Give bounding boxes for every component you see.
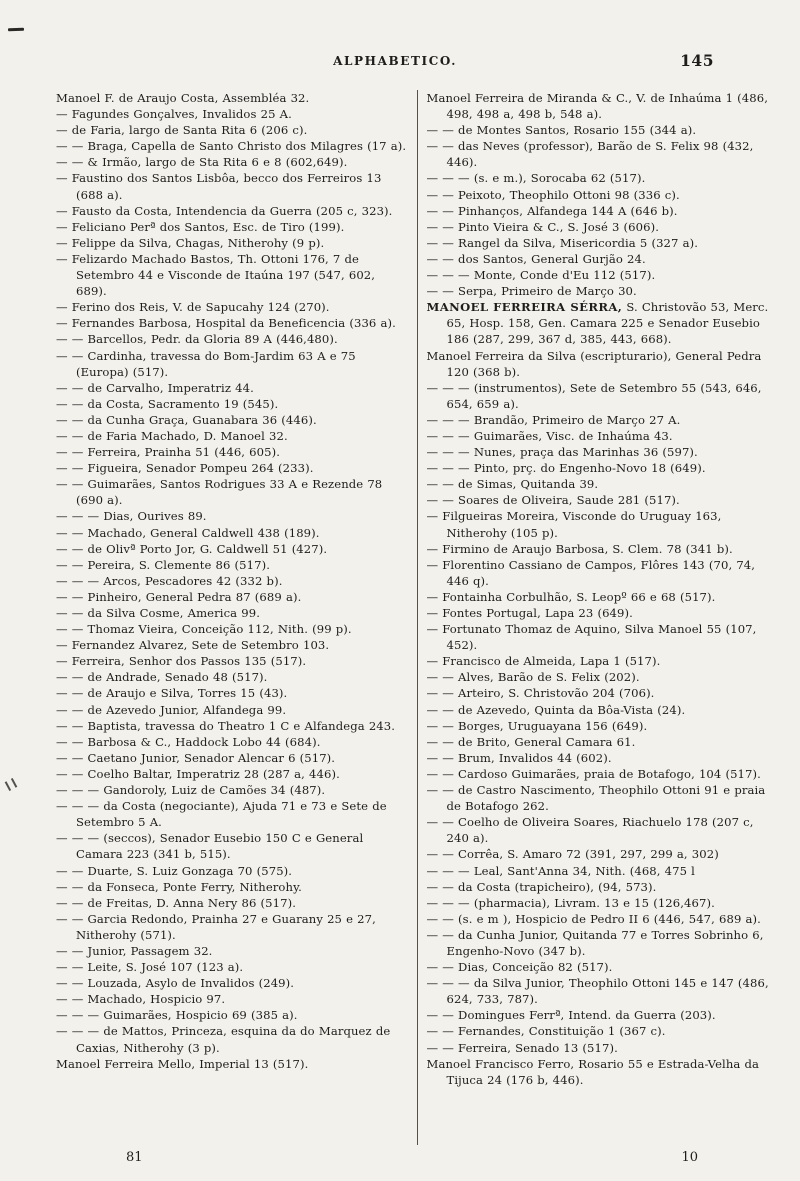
directory-entry: — — de Faria Machado, D. Manoel 32. [56,428,288,443]
directory-entry: — — Baptista, travessa do Theatro 1 C e Alfandega 243. [56,718,396,733]
directory-entry: — — — Gandoroly, Luiz de Camões 34 (487). [56,783,326,798]
directory-entry: — — de Azevedo Junior, Alfandega 99. [56,702,287,717]
directory-entry: — — de Freitas, D. Anna Nery 86 (517). [56,895,297,910]
directory-entry: — Felippe da Silva, Chagas, Nitherohy (9 p). [56,235,325,250]
directory-entry: Manoel Ferreira Mello, Imperial 13 (517). [56,1056,309,1071]
directory-entry: — — de Castro Nascimento, Theophilo Ottoni 91 e praia de Botafogo 262. [426,783,766,814]
directory-entry: — — Braga, Capella de Santo Christo dos Milagres (17 a). [56,139,407,154]
directory-entry: — — Borges, Uruguayana 156 (649). [426,718,648,733]
directory-entry: — — de Montes Santos, Rosario 155 (344 a). [426,123,697,138]
directory-entry: — — da Costa, Sacramento 19 (545). [56,396,279,411]
directory-entry: — — — (instrumentos), Sete de Setembro 55 (543, 646, 654, 659 a). [426,380,762,411]
directory-entry: — — — (pharmacia), Livram. 13 e 15 (126,467). [426,895,715,910]
directory-entry: — — da Cunha Junior, Quitanda 77 e Torres Sobrinho 6, Engenho-Novo (347 b). [426,927,764,958]
directory-entry: — — Serpa, Primeiro de Março 30. [426,284,637,299]
directory-entry: — — de Simas, Quitanda 39. [426,477,599,492]
directory-entry: — Fontainha Corbulhão, S. Leopº 66 e 68 (517). [426,589,716,604]
directory-entry: — — Dias, Conceição 82 (517). [426,960,613,975]
directory-entry: — — — Arcos, Pescadores 42 (332 b). [56,573,283,588]
directory-entry: — — de Andrade, Senado 48 (517). [56,670,268,685]
directory-entry: — — — (s. e m.), Sorocaba 62 (517). [426,171,646,186]
directory-entry: Manoel Ferreira de Miranda & C., V. de Inhaúma 1 (486, 498, 498 a, 498 b, 548 a). [426,91,769,122]
directory-entry: — Filgueiras Moreira, Visconde do Uruguay 163, Nitherohy (105 p). [426,509,722,540]
directory-entry: — Feliciano Perª dos Santos, Esc. de Tiro (199). [56,219,345,234]
page-footer [0,1150,800,1168]
signature-number-left: 81 [126,1150,143,1165]
scan-artifact-mark [5,778,18,791]
directory-entry: — Fernandes Barbosa, Hospital da Beneficencia (336 a). [56,316,396,331]
directory-entry: — — de Araujo e Silva, Torres 15 (43). [56,686,288,701]
directory-entry: — — Caetano Junior, Senador Alencar 6 (517). [56,750,336,765]
directory-entry: — — Barbosa & C., Haddock Lobo 44 (684). [56,734,321,749]
signature-number-right: 10 [681,1150,698,1165]
directory-entry: Manoel F. de Araujo Costa, Assembléa 32. [56,91,310,105]
directory-entry: — Fontes Portugal, Lapa 23 (649). [426,606,633,620]
directory-entry: — — Pinheiro, General Pedra 87 (689 a). [56,589,302,604]
directory-entry: — — — Brandão, Primeiro de Março 27 A. [426,412,681,427]
directory-entry: — Florentino Cassiano de Campos, Flôres 143 (70, 74, 446 q). [426,557,756,588]
directory-entry: — — & Irmão, largo de Sta Rita 6 e 8 (602,649). [56,155,348,170]
directory-entry: — — Thomaz Vieira, Conceição 112, Nith. (99 p). [56,622,352,637]
directory-entry: — — da Cunha Graça, Guanabara 36 (446). [56,412,317,427]
directory-entry: — — Cardinha, travessa do Bom-Jardim 63 A e 75 (Europa) (517). [56,348,356,379]
directory-entry: — — — Pinto, prç. do Engenho-Novo 18 (649). [426,461,706,476]
running-head: ALPHABETICO. [333,54,458,68]
directory-entry: — — Peixoto, Theophilo Ottoni 98 (336 c). [426,187,680,202]
directory-entry: — — da Fonseca, Ponte Ferry, Nitherohy. [56,879,302,894]
directory-entry: — — — Monte, Conde d'Eu 112 (517). [426,268,656,283]
directory-entry: — — Ferreira, Prainha 51 (446, 605). [56,445,280,460]
directory-entry: — — de Olivª Porto Jor, G. Caldwell 51 (427). [56,541,328,556]
directory-entry: — — — da Costa (negociante), Ajuda 71 e 73 e Sete de Setembro 5 A. [56,799,387,830]
directory-entry: — — Alves, Barão de S. Felix (202). [426,670,640,685]
directory-entry: — — Domingues Ferrª, Intend. da Guerra (203). [426,1008,716,1023]
directory-entry: — — (s. e m ), Hospicio de Pedro II 6 (446, 547, 689 a). [426,911,761,926]
directory-entry: — — — Leal, Sant'Anna 34, Nith. (468, 475 l [426,863,695,878]
directory-entry: — — Junior, Passagem 32. [56,943,213,958]
directory-entry: — — Coelho Baltar, Imperatriz 28 (287 a, 446). [56,766,340,781]
left-column [56,90,417,1145]
directory-entry: — — — Dias, Ourives 89. [56,509,207,524]
directory-entry: — Ferino dos Reis, V. de Sapucahy 124 (270). [56,300,330,315]
directory-entry: — — Barcellos, Pedr. da Gloria 89 A (446,480). [56,332,338,347]
directory-entry: — — da Silva Cosme, America 99. [56,606,261,620]
directory-entry: Manoel Ferreira da Silva (escripturario), General Pedra 120 (368 b). [426,348,762,379]
directory-entry: — — — da Silva Junior, Theophilo Ottoni 145 e 147 (486, 624, 733, 787). [426,976,769,1007]
directory-entry: — — Cardoso Guimarães, praia de Botafogo, 104 (517). [426,766,761,781]
directory-entry: — — — de Mattos, Princeza, esquina da do Marquez de Caxias, Nitherohy (3 p). [56,1024,391,1055]
directory-entry: — — Coelho de Oliveira Soares, Riachuelo 178 (207 c, 240 a). [426,815,754,846]
directory-entry: Manoel Francisco Ferro, Rosario 55 e Estrada-Velha da Tijuca 24 (176 b, 446). [426,1056,760,1087]
directory-entry: — Faustino dos Santos Lisbôa, becco dos Ferreiros 13 (688 a). [56,171,382,202]
directory-entry: — — Pereira, S. Clemente 86 (517). [56,557,270,572]
directory-entry: — — Duarte, S. Luiz Gonzaga 70 (575). [56,863,293,878]
directory-entry: — Fausto da Costa, Intendencia da Guerra (205 c, 323). [56,203,393,218]
directory-entry: — — Garcia Redondo, Prainha 27 e Guarany 25 e 27, Nitherohy (571). [56,911,376,942]
directory-entry: — — de Carvalho, Imperatriz 44. [56,380,254,395]
directory-entry: — — Soares de Oliveira, Saude 281 (517). [426,493,680,508]
directory-entry: — — Pinto Vieira & C., S. José 3 (606). [426,219,660,234]
directory-entry: — Ferreira, Senhor dos Passos 135 (517). [56,654,307,669]
scan-artifact-dash [8,28,24,32]
directory-entry: — — — Guimarães, Hospicio 69 (385 a). [56,1008,298,1023]
right-column [417,90,779,1145]
directory-entry: — — Figueira, Senador Pompeu 264 (233). [56,461,314,476]
directory-entry: — — Leite, S. José 107 (123 a). [56,960,244,975]
page-number: 145 [680,51,714,70]
directory-entry: — Fagundes Gonçalves, Invalidos 25 A. [56,107,292,122]
directory-entry: — — Louzada, Asylo de Invalidos (249). [56,976,295,991]
directory-entry: — — dos Santos, General Gurjão 24. [426,251,646,266]
directory-entry: MANOEL FERREIRA SÉRRA, S. Christovão 53, Merc. 65, Hosp. 158, Gen. Camara 225 e Senador Eusebio 186 (287, 299, 367 d, 385, 443, 668). [426,300,769,347]
directory-entry: — — — Guimarães, Visc. de Inhaúma 43. [426,428,673,443]
directory-entry: — — Machado, Hospicio 97. [56,992,226,1007]
directory-entry: — — Rangel da Silva, Misericordia 5 (327 a). [426,235,699,250]
directory-entry: — — — (seccos), Senador Eusebio 150 C e General Camara 223 (341 b, 515). [56,831,364,862]
directory-entry: — — Fernandes, Constituição 1 (367 c). [426,1024,666,1039]
directory-entry: — Felizardo Machado Bastos, Th. Ottoni 176, 7 de Setembro 44 e Visconde de Itaúna 197 (547, 602, 689). [56,251,376,299]
directory-entry: — Fernandez Alvarez, Sete de Setembro 103. [56,638,330,653]
page-header [0,51,800,78]
directory-entry: — — Ferreira, Senado 13 (517). [426,1040,618,1055]
directory-entry: — — Brum, Invalidos 44 (602). [426,750,612,765]
directory-entry: — — de Brito, General Camara 61. [426,734,636,749]
directory-entry: — — Machado, General Caldwell 438 (189). [56,525,320,540]
directory-entry: — Francisco de Almeida, Lapa 1 (517). [426,654,661,669]
directory-entry: — — Arteiro, S. Christovão 204 (706). [426,686,655,701]
directory-entry: — — Guimarães, Santos Rodrigues 33 A e Rezende 78 (690 a). [56,477,383,508]
directory-entry: — — de Azevedo, Quinta da Bôa-Vista (24). [426,702,686,717]
directory-entry: — — Corrêa, S. Amaro 72 (391, 297, 299 a, 302) [426,847,719,862]
directory-entry: — Fortunato Thomaz de Aquino, Silva Manoel 55 (107, 452). [426,622,757,653]
directory-entry: — — da Costa (trapicheiro), (94, 573). [426,879,657,894]
directory-entry: — — Pinhanços, Alfandega 144 A (646 b). [426,203,678,218]
directory-entry: — de Faria, largo de Santa Rita 6 (206 c). [56,123,308,138]
directory-columns [56,90,778,1145]
directory-entry: — Firmino de Araujo Barbosa, S. Clem. 78 (341 b). [426,541,733,556]
directory-entry: — — — Nunes, praça das Marinhas 36 (597). [426,445,698,460]
directory-entry: — — das Neves (professor), Barão de S. Felix 98 (432, 446). [426,139,754,170]
